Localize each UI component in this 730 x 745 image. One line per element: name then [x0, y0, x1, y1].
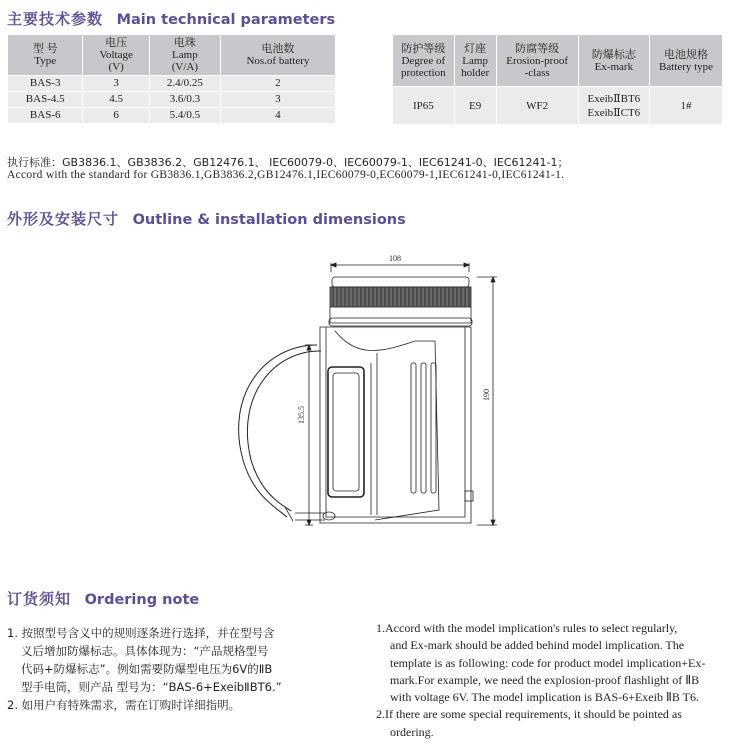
- table-row: BAS-4.5 4.5 3.6/0.3 3: [8, 92, 336, 108]
- header-voltage: 电压 Voltage (V): [83, 35, 150, 76]
- dimension-height-label: 190: [482, 389, 491, 401]
- standard-en: Accord with the standard for GB3836.1,GB3836.2,GB12476.1,IEC60079-0,EC60079-1,IEC61241-0,IEC61241-1.: [7, 169, 565, 181]
- header-ex-mark: 防爆标志 Ex-mark: [578, 35, 649, 87]
- standard-cn: 执行标准：GB3836.1、GB3836.2、GB12476.1、 IEC60079-0、IEC60079-1、IEC61241-0、IEC61241-1；: [7, 156, 569, 169]
- header-battery-count: 电池数 Nos.of battery: [220, 35, 335, 76]
- section-heading-outline: 外形及安装尺寸 Outline & installation dimensions: [7, 210, 406, 228]
- table-row: IP65 E9 WF2 ExeibⅡBT6 ExeibⅡCT6 1#: [393, 87, 723, 125]
- header-lamp: 电珠 Lamp (V/A): [149, 35, 220, 76]
- section-heading-technical-parameters: [7, 8, 335, 29]
- header-battery-type: 电池规格 Battery type: [650, 35, 723, 87]
- table-header-row: [393, 35, 723, 87]
- header-type: 型 号 Type: [8, 35, 83, 76]
- dimension-strap-label: 135.5: [297, 406, 306, 424]
- protection-table: [392, 34, 723, 125]
- header-erosion-proof: 防腐等级 Erosion-proof -class: [496, 35, 578, 87]
- ordering-note-cn: 1. 按照型号含义中的规则逐条进行选择，并在型号含 义后增加防爆标志。具体体现为：“产品规格型号 代码+防爆标志”。例如需要防爆型电压为6V的ⅡB 型手电筒，则产品 型号为：“BAS-6+ExeibⅡBT6.” 2. 如用户有特殊需求，需在订购时详细指明。: [7, 626, 282, 712]
- ex-mark-cell: ExeibⅡBT6 ExeibⅡCT6: [578, 87, 649, 125]
- dimension-width-label: 108: [389, 254, 401, 263]
- header-lamp-holder: 灯座 Lamp holder: [454, 35, 496, 87]
- ordering-note-en: 1.Accord with the model implication's rules to select regularly, and Ex-mark should be added behind model implication. The template is as following: code for product model implication+Ex- mark.For example, we need the explosion-proof flashlight of ⅡB with voltage 6V. The model implication is BAS-6+Exeib ⅡB T6. 2.If there are some special requirements, it should be pointed as ordering.: [376, 621, 706, 739]
- parameters-table: [7, 34, 336, 124]
- section-heading-ordering-note: 订货须知 Ordering note: [7, 590, 200, 608]
- header-degree-of-protection: 防护等级 Degree of protection: [393, 35, 455, 87]
- table-row: BAS-6 6 5.4/0.5 4: [8, 108, 336, 124]
- table-row: BAS-3 3 2.4/0.25 2: [8, 76, 336, 92]
- table-header-row: [8, 35, 336, 76]
- heading-cn: 主要技术参数: [7, 10, 104, 28]
- heading-en: Main technical parameters: [116, 12, 336, 28]
- flashlight-outline-drawing: [225, 245, 515, 545]
